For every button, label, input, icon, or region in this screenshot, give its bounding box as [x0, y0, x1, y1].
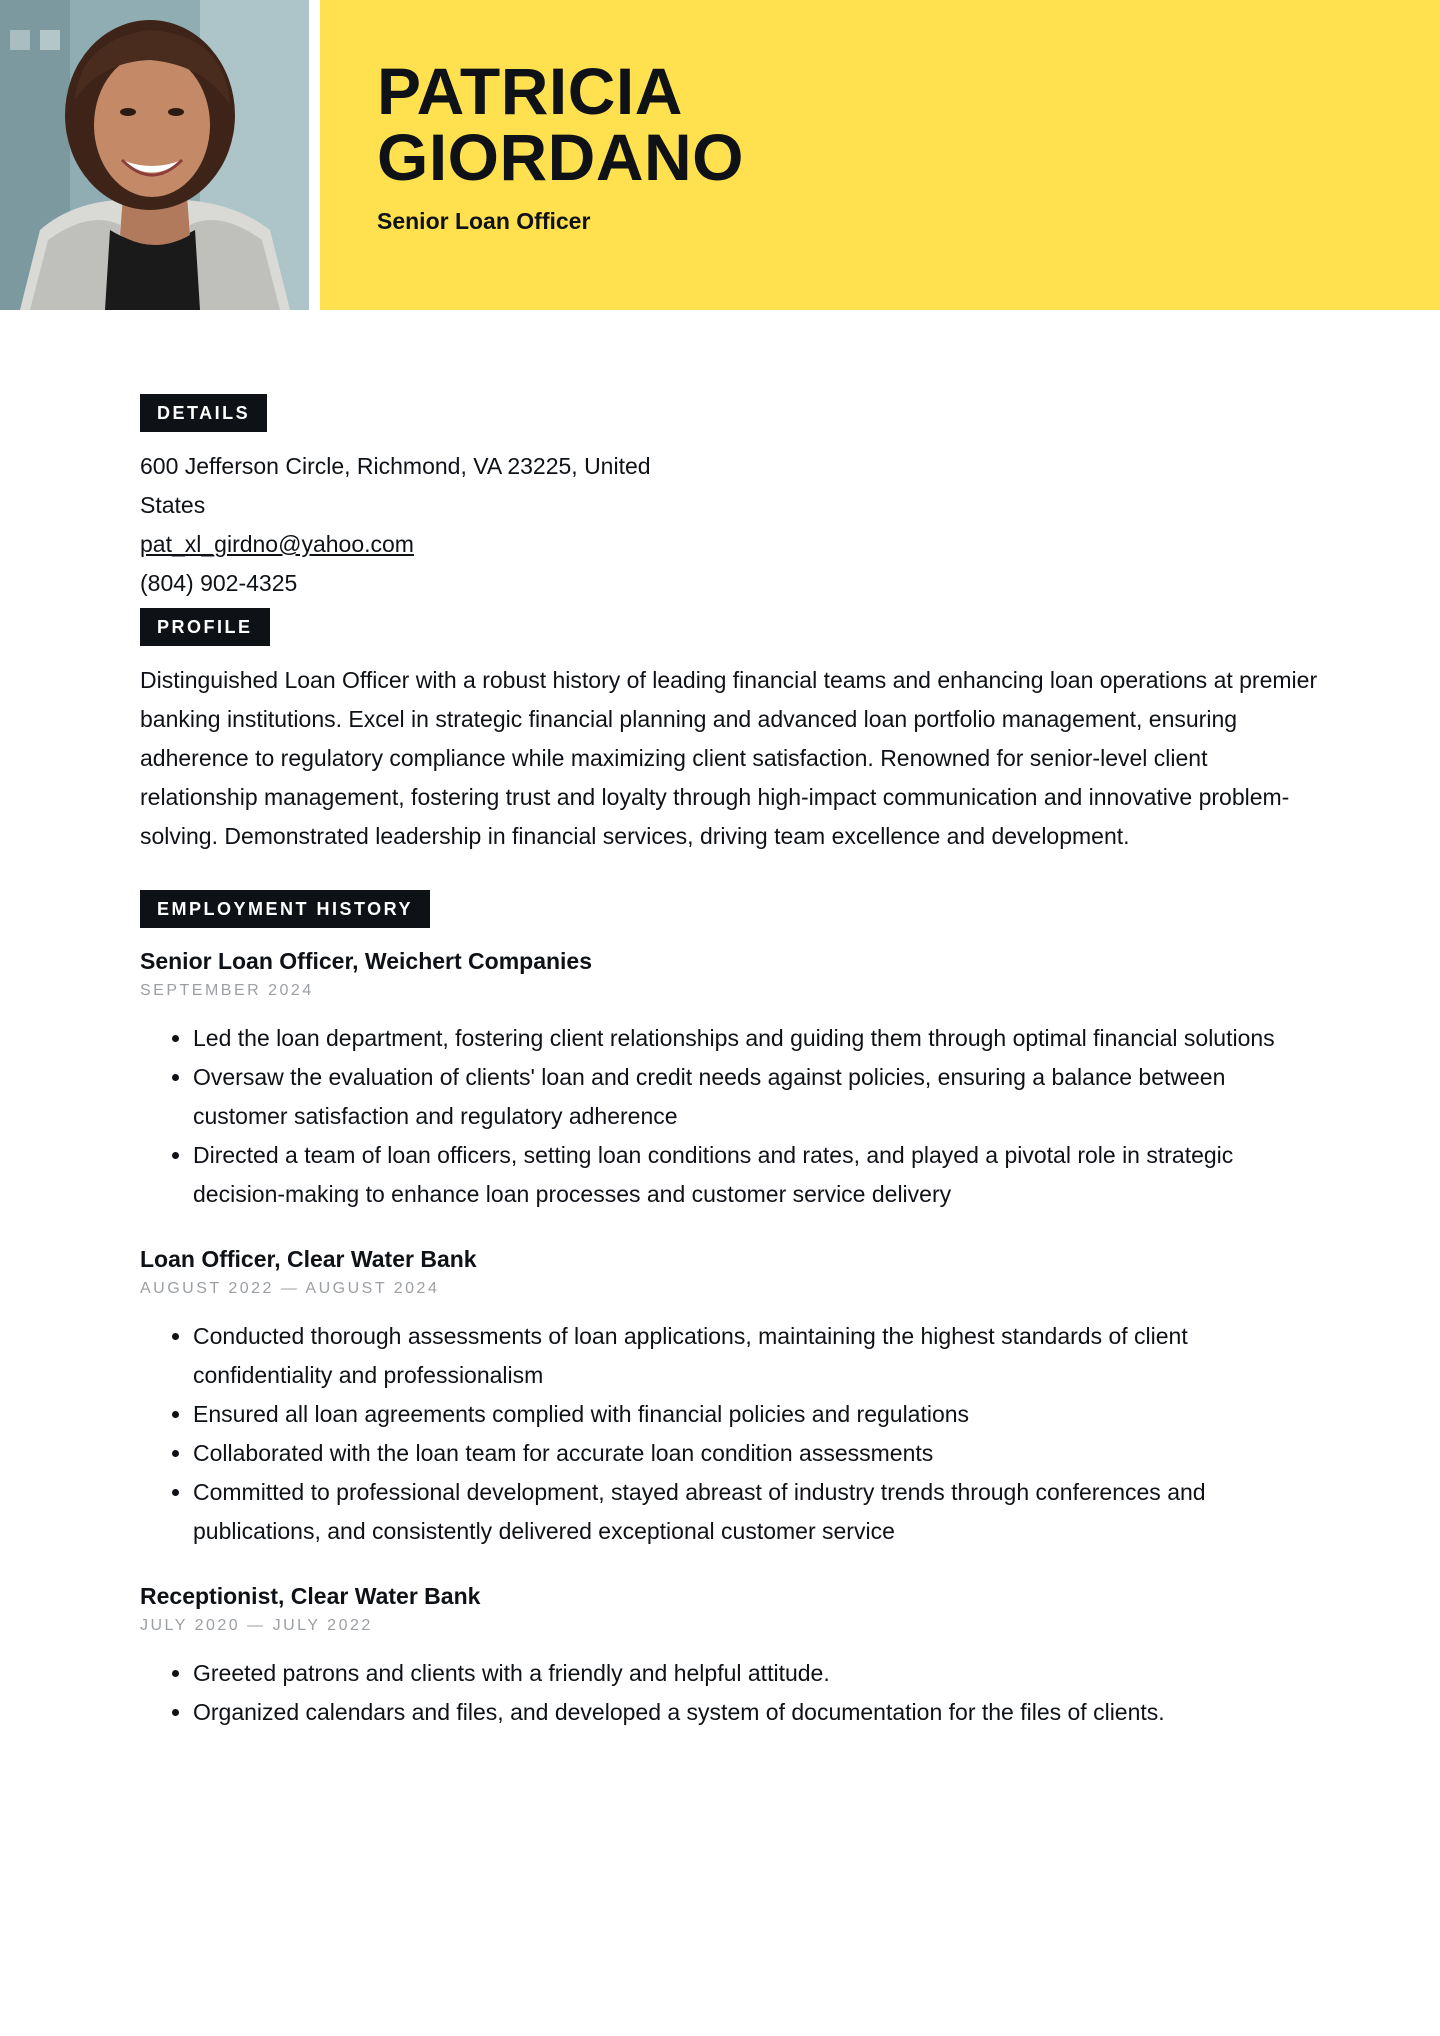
address: 600 Jefferson Circle, Richmond, VA 23225, United States [140, 453, 651, 518]
job-bullet: • Collaborated with the loan team for accurate loan condition assessments [193, 1434, 1320, 1473]
job-dates: AUGUST 2022 — AUGUST 2024 [140, 1280, 440, 1297]
employment-section-label: EMPLOYMENT HISTORY [140, 890, 430, 928]
job-dates: SEPTEMBER 2024 [140, 982, 314, 999]
job-bullet: • Organized calendars and files, and developed a system of documentation for the files of clients. [193, 1693, 1320, 1732]
job-heading: Receptionist, Clear Water Bank [140, 1583, 481, 1609]
job-bullets [140, 1654, 1320, 1732]
job-heading: Senior Loan Officer, Weichert Companies [140, 948, 593, 974]
job-bullet: • Ensured all loan agreements complied with financial policies and regulations [193, 1395, 1320, 1434]
portrait-photo-icon [0, 0, 309, 310]
candidate-name: PATRICIA GIORDANO [377, 54, 744, 194]
job-dates: JULY 2020 — JULY 2022 [140, 1617, 373, 1634]
job-bullet: • Led the loan department, fostering client relationships and guiding them through optimal financial solutions [193, 1019, 1320, 1058]
job-bullet: • Greeted patrons and clients with a friendly and helpful attitude. [193, 1654, 1320, 1693]
job-bullet: • Oversaw the evaluation of clients' loan and credit needs against policies, ensuring a balance between customer satisfaction and regulatory adherence [193, 1058, 1320, 1136]
profile-summary: Distinguished Loan Officer with a robust history of leading financial teams and enhancing loan operations at premier banking institutions. Excel in strategic financial planning and advanced loan portfolio management, ensuring adherence to regulatory compliance while maximizing client satisfaction. Renowned for senior-level client relationship management, fostering trust and loyalty through high-impact communication and innovative problem-solving. Demonstrated leadership in financial services, driving team excellence and development. [140, 667, 1318, 849]
phone: (804) 902-4325 [140, 570, 298, 596]
job-entry [140, 1244, 1320, 1551]
job-bullets [140, 1317, 1320, 1551]
email-link[interactable]: pat_xl_girdno@yahoo.com [140, 531, 414, 557]
candidate-job-title: Senior Loan Officer [377, 208, 591, 234]
profile-photo [0, 0, 309, 310]
details-block [140, 447, 700, 603]
job-heading: Loan Officer, Clear Water Bank [140, 1246, 477, 1272]
details-section-label: DETAILS [140, 394, 267, 432]
profile-section-label: PROFILE [140, 608, 270, 646]
resume-content [140, 394, 1320, 1732]
job-bullet: • Conducted thorough assessments of loan applications, maintaining the highest standards of client confidentiality and professionalism [193, 1317, 1320, 1395]
job-entry [140, 946, 1320, 1214]
job-entry [140, 1581, 1320, 1732]
job-bullet: • Directed a team of loan officers, setting loan conditions and rates, and played a pivotal role in strategic decision-making to enhance loan processes and customer service delivery [193, 1136, 1320, 1214]
job-bullets [140, 1019, 1320, 1214]
job-bullet: • Committed to professional development, stayed abreast of industry trends through conferences and publications, and consistently delivered exceptional customer service [193, 1473, 1320, 1551]
